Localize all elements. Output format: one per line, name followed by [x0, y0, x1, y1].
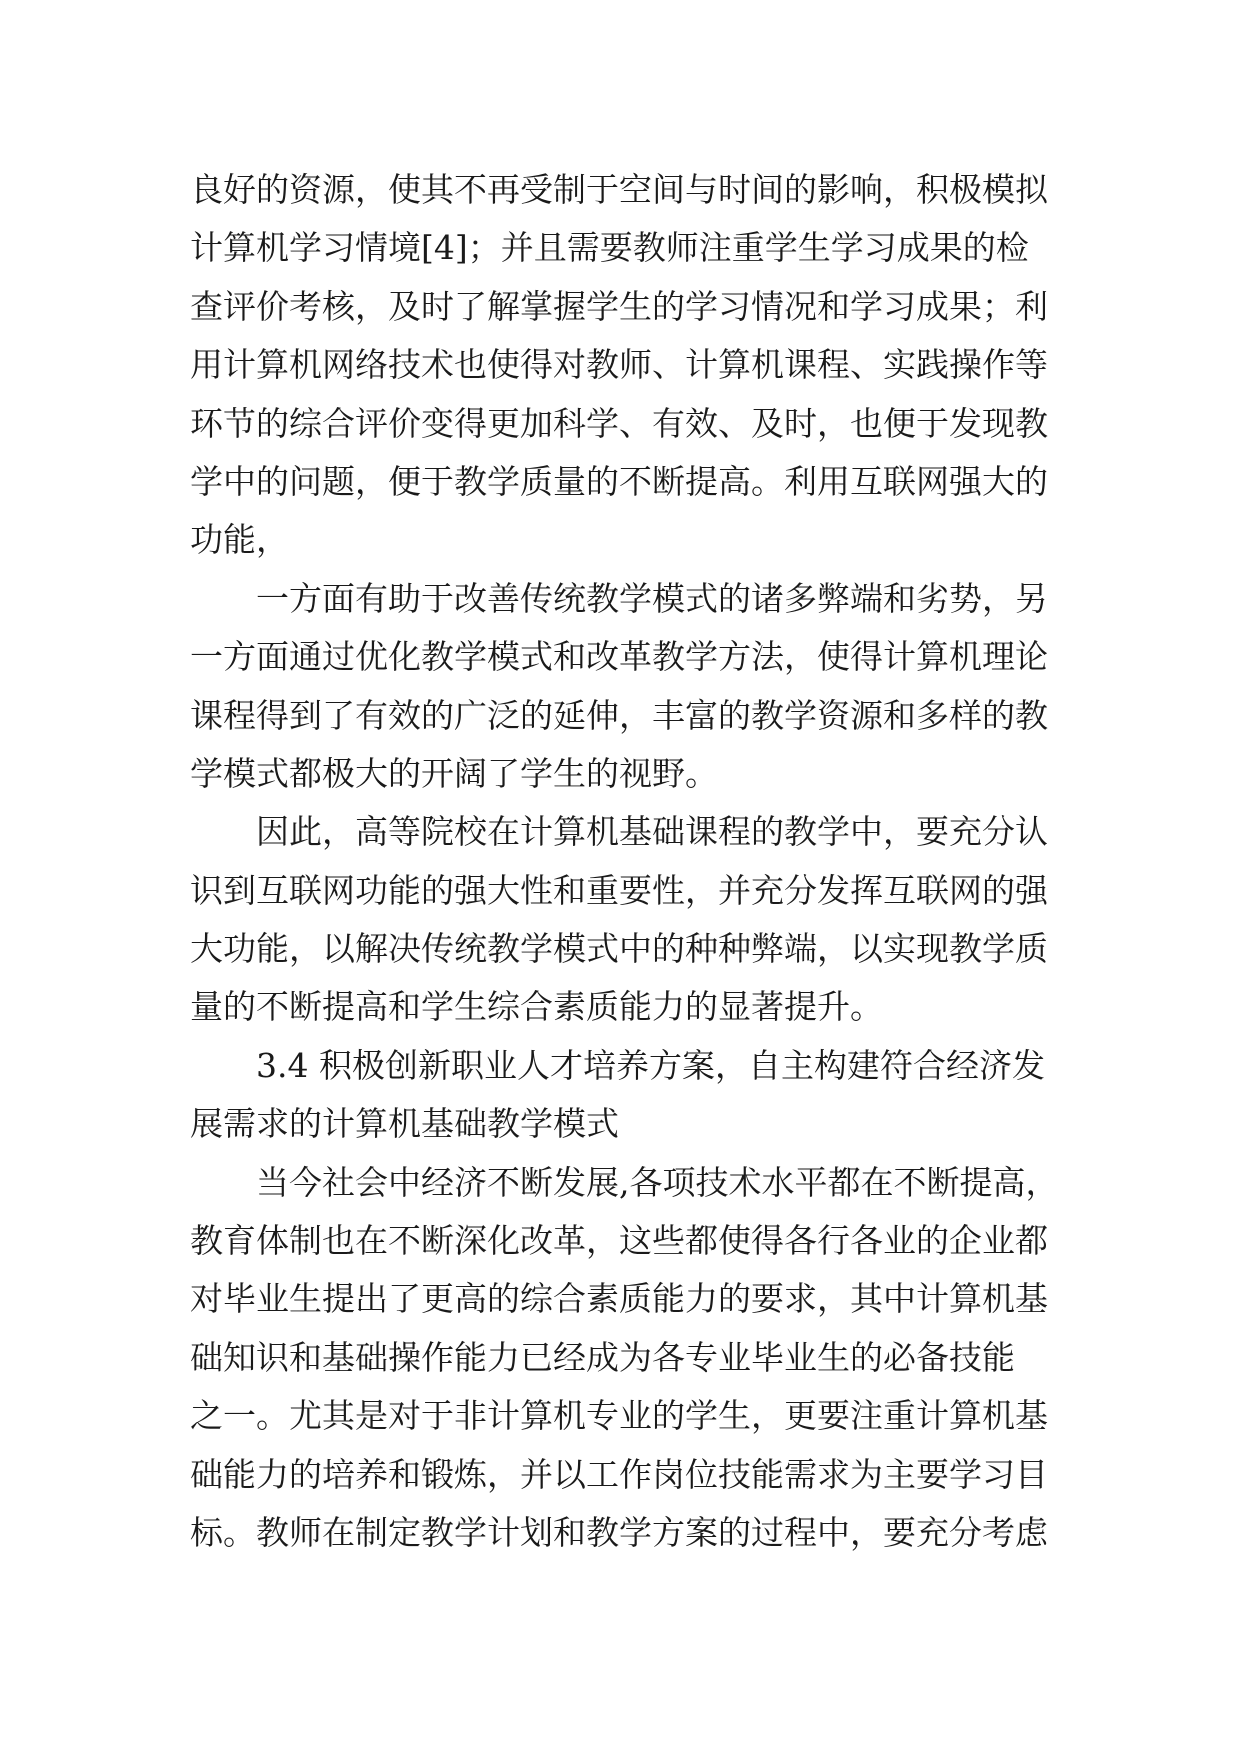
- text-line: 功能，: [190, 520, 289, 560]
- text-line: 用计算机网络技术也使得对教师、计算机课程、实践操作等: [190, 345, 1048, 385]
- text-line: 一方面通过优化教学模式和改革教学方法，使得计算机理论: [190, 637, 1048, 677]
- body-text: [190, 161, 1060, 1562]
- text-line: 教育体制也在不断深化改革，这些都使得各行各业的企业都: [190, 1221, 1048, 1261]
- text-line: 良好的资源，使其不再受制于空间与时间的影响，积极模拟: [190, 170, 1048, 209]
- text-line: 之一。尤其是对于非计算机专业的学生，更要注重计算机基: [190, 1396, 1048, 1436]
- text-line: 因此，高等院校在计算机基础课程的教学中，要充分认: [190, 812, 1048, 852]
- text-line: 大功能，以解决传统教学模式中的种种弊端，以实现教学质: [190, 929, 1048, 969]
- text-line: 环节的综合评价变得更加科学、有效、及时，也便于发现教: [190, 403, 1048, 443]
- text-line: 一方面有助于改善传统教学模式的诸多弊端和劣势，另: [190, 578, 1048, 618]
- section-heading-line: 3.4 积极创新职业人才培养方案，自主构建符合经济发: [190, 1045, 1045, 1085]
- text-line: 础知识和基础操作能力已经成为各专业毕业生的必备技能: [190, 1337, 1015, 1377]
- text-line: 计算机学习情境[4]；并且需要教师注重学生学习成果的检: [190, 228, 1029, 268]
- text-line: 量的不断提高和学生综合素质能力的显著提升。: [190, 987, 883, 1027]
- text-line: 课程得到了有效的广泛的延伸，丰富的教学资源和多样的教: [190, 695, 1048, 735]
- text-line: 学中的问题，便于教学质量的不断提高。利用互联网强大的: [190, 461, 1048, 501]
- text-line: 础能力的培养和锻炼，并以工作岗位技能需求为主要学习目: [190, 1454, 1048, 1494]
- section-heading-line: 展需求的计算机基础教学模式: [190, 1104, 619, 1144]
- text-line: 当今社会中经济不断发展,各项技术水平都在不断提高，: [190, 1162, 1059, 1202]
- text-line: 识到互联网功能的强大性和重要性，并充分发挥互联网的强: [190, 870, 1048, 910]
- text-line: 标。教师在制定教学计划和教学方案的过程中，要充分考虑: [190, 1512, 1048, 1552]
- text-line: 查评价考核，及时了解掌握学生的学习情况和学习成果；利: [190, 286, 1048, 326]
- text-line: 学模式都极大的开阔了学生的视野。: [190, 753, 718, 793]
- text-line: 对毕业生提出了更高的综合素质能力的要求，其中计算机基: [190, 1279, 1048, 1319]
